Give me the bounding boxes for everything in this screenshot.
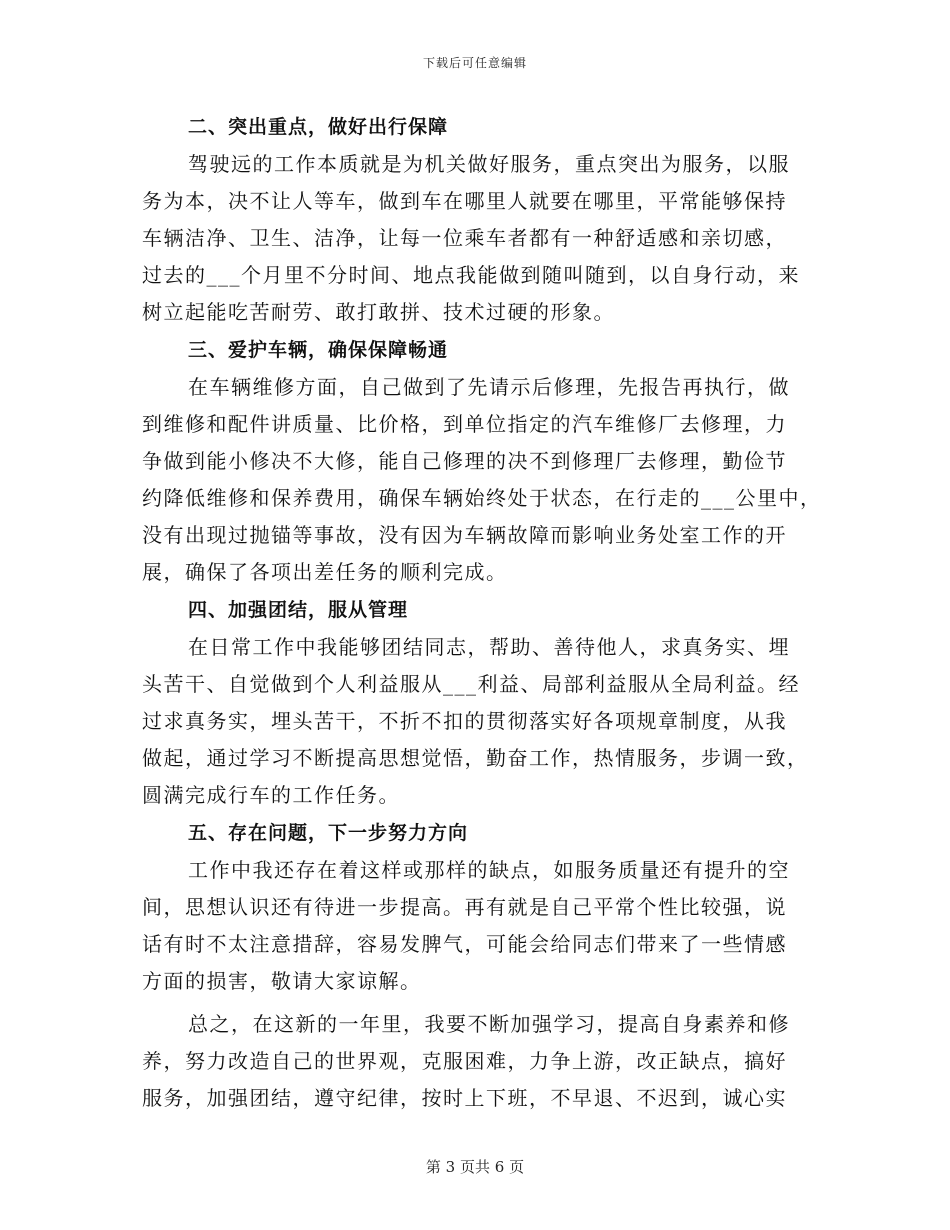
text-line: 工作中我还存在着这样或那样的缺点，如服务质量还有提升的空 (188, 858, 790, 882)
text-line: 到维修和配件讲质量、比价格，到单位指定的汽车维修厂去修理，力 (142, 412, 787, 436)
text-line: 展，确保了各项出差任务的顺利完成。 (142, 560, 508, 584)
text-line: 车辆洁净、卫生、洁净，让每一位乘车者都有一种舒适感和亲切感， (142, 226, 787, 250)
text-line: 在日常工作中我能够团结同志，帮助、善待他人，求真务实、埋 (188, 635, 790, 659)
text-line: 树立起能吃苦耐劳、敢打敢拼、技术过硬的形象。 (142, 300, 615, 324)
section-heading: 三、爱护车辆，确保保障畅通 (188, 339, 449, 361)
section-5 (142, 814, 822, 1117)
text-line: 过去的___个月里不分时间、地点我能做到随叫随到，以自身行动，来 (142, 263, 800, 287)
section-4 (142, 591, 822, 814)
paragraph (142, 1006, 822, 1117)
text-line: 务为本，决不让人等车，做到车在哪里人就要在哪里，平常能够保持 (142, 189, 787, 213)
page-footer: 第 3 页共 6 页 (425, 1158, 525, 1176)
text-line: 话有时不太注意措辞，容易发脾气，可能会给同志们带来了一些情感 (142, 932, 787, 956)
section-heading: 四、加强团结，服从管理 (188, 599, 409, 621)
text-line: 圆满完成行车的工作任务。 (142, 783, 400, 807)
paragraph (142, 852, 822, 1000)
section-heading: 五、存在问题，下一步努力方向 (188, 822, 469, 844)
section-heading: 二、突出重点，做好出行保障 (188, 116, 449, 138)
section-2 (142, 108, 822, 331)
text-line: 做起，通过学习不断提高思想觉悟，勤奋工作，热情服务，步调一致， (142, 746, 809, 770)
paragraph (142, 146, 822, 331)
text-line: 头苦干、自觉做到个人利益服从___利益、局部利益服从全局利益。经 (142, 672, 800, 696)
document-body (142, 108, 822, 1117)
text-line: 养，努力改造自己的世界观，克服困难，力争上游，改正缺点，搞好 (142, 1049, 787, 1073)
section-3 (142, 331, 822, 591)
page-header: 下载后可任意编辑 (422, 56, 527, 70)
paragraph (142, 629, 822, 814)
text-line: 间，思想认识还有待进一步提高。再有就是自己平常个性比较强，说 (142, 895, 787, 919)
text-line: 方面的损害，敬请大家谅解。 (142, 969, 422, 993)
text-line: 在车辆维修方面，自己做到了先请示后修理，先报告再执行，做 (188, 375, 790, 399)
text-line: 驾驶远的工作本质就是为机关做好服务，重点突出为服务，以服 (188, 152, 790, 176)
text-line: 过求真务实，埋头苦干，不折不扣的贯彻落实好各项规章制度，从我 (142, 709, 787, 733)
text-line: 总之，在这新的一年里，我要不断加强学习，提高自身素养和修 (188, 1012, 790, 1036)
text-line: 服务，加强团结，遵守纪律，按时上下班，不早退、不迟到，诚心实 (142, 1086, 787, 1110)
paragraph (142, 369, 822, 591)
text-line: 争做到能小修决不大修，能自己修理的决不到修理厂去修理，勤俭节 (142, 449, 787, 473)
text-line: 没有出现过抛锚等事故，没有因为车辆故障而影响业务处室工作的开 (142, 523, 787, 547)
text-line: 约降低维修和保养费用，确保车辆始终处于状态，在行走的___公里中， (142, 486, 822, 510)
